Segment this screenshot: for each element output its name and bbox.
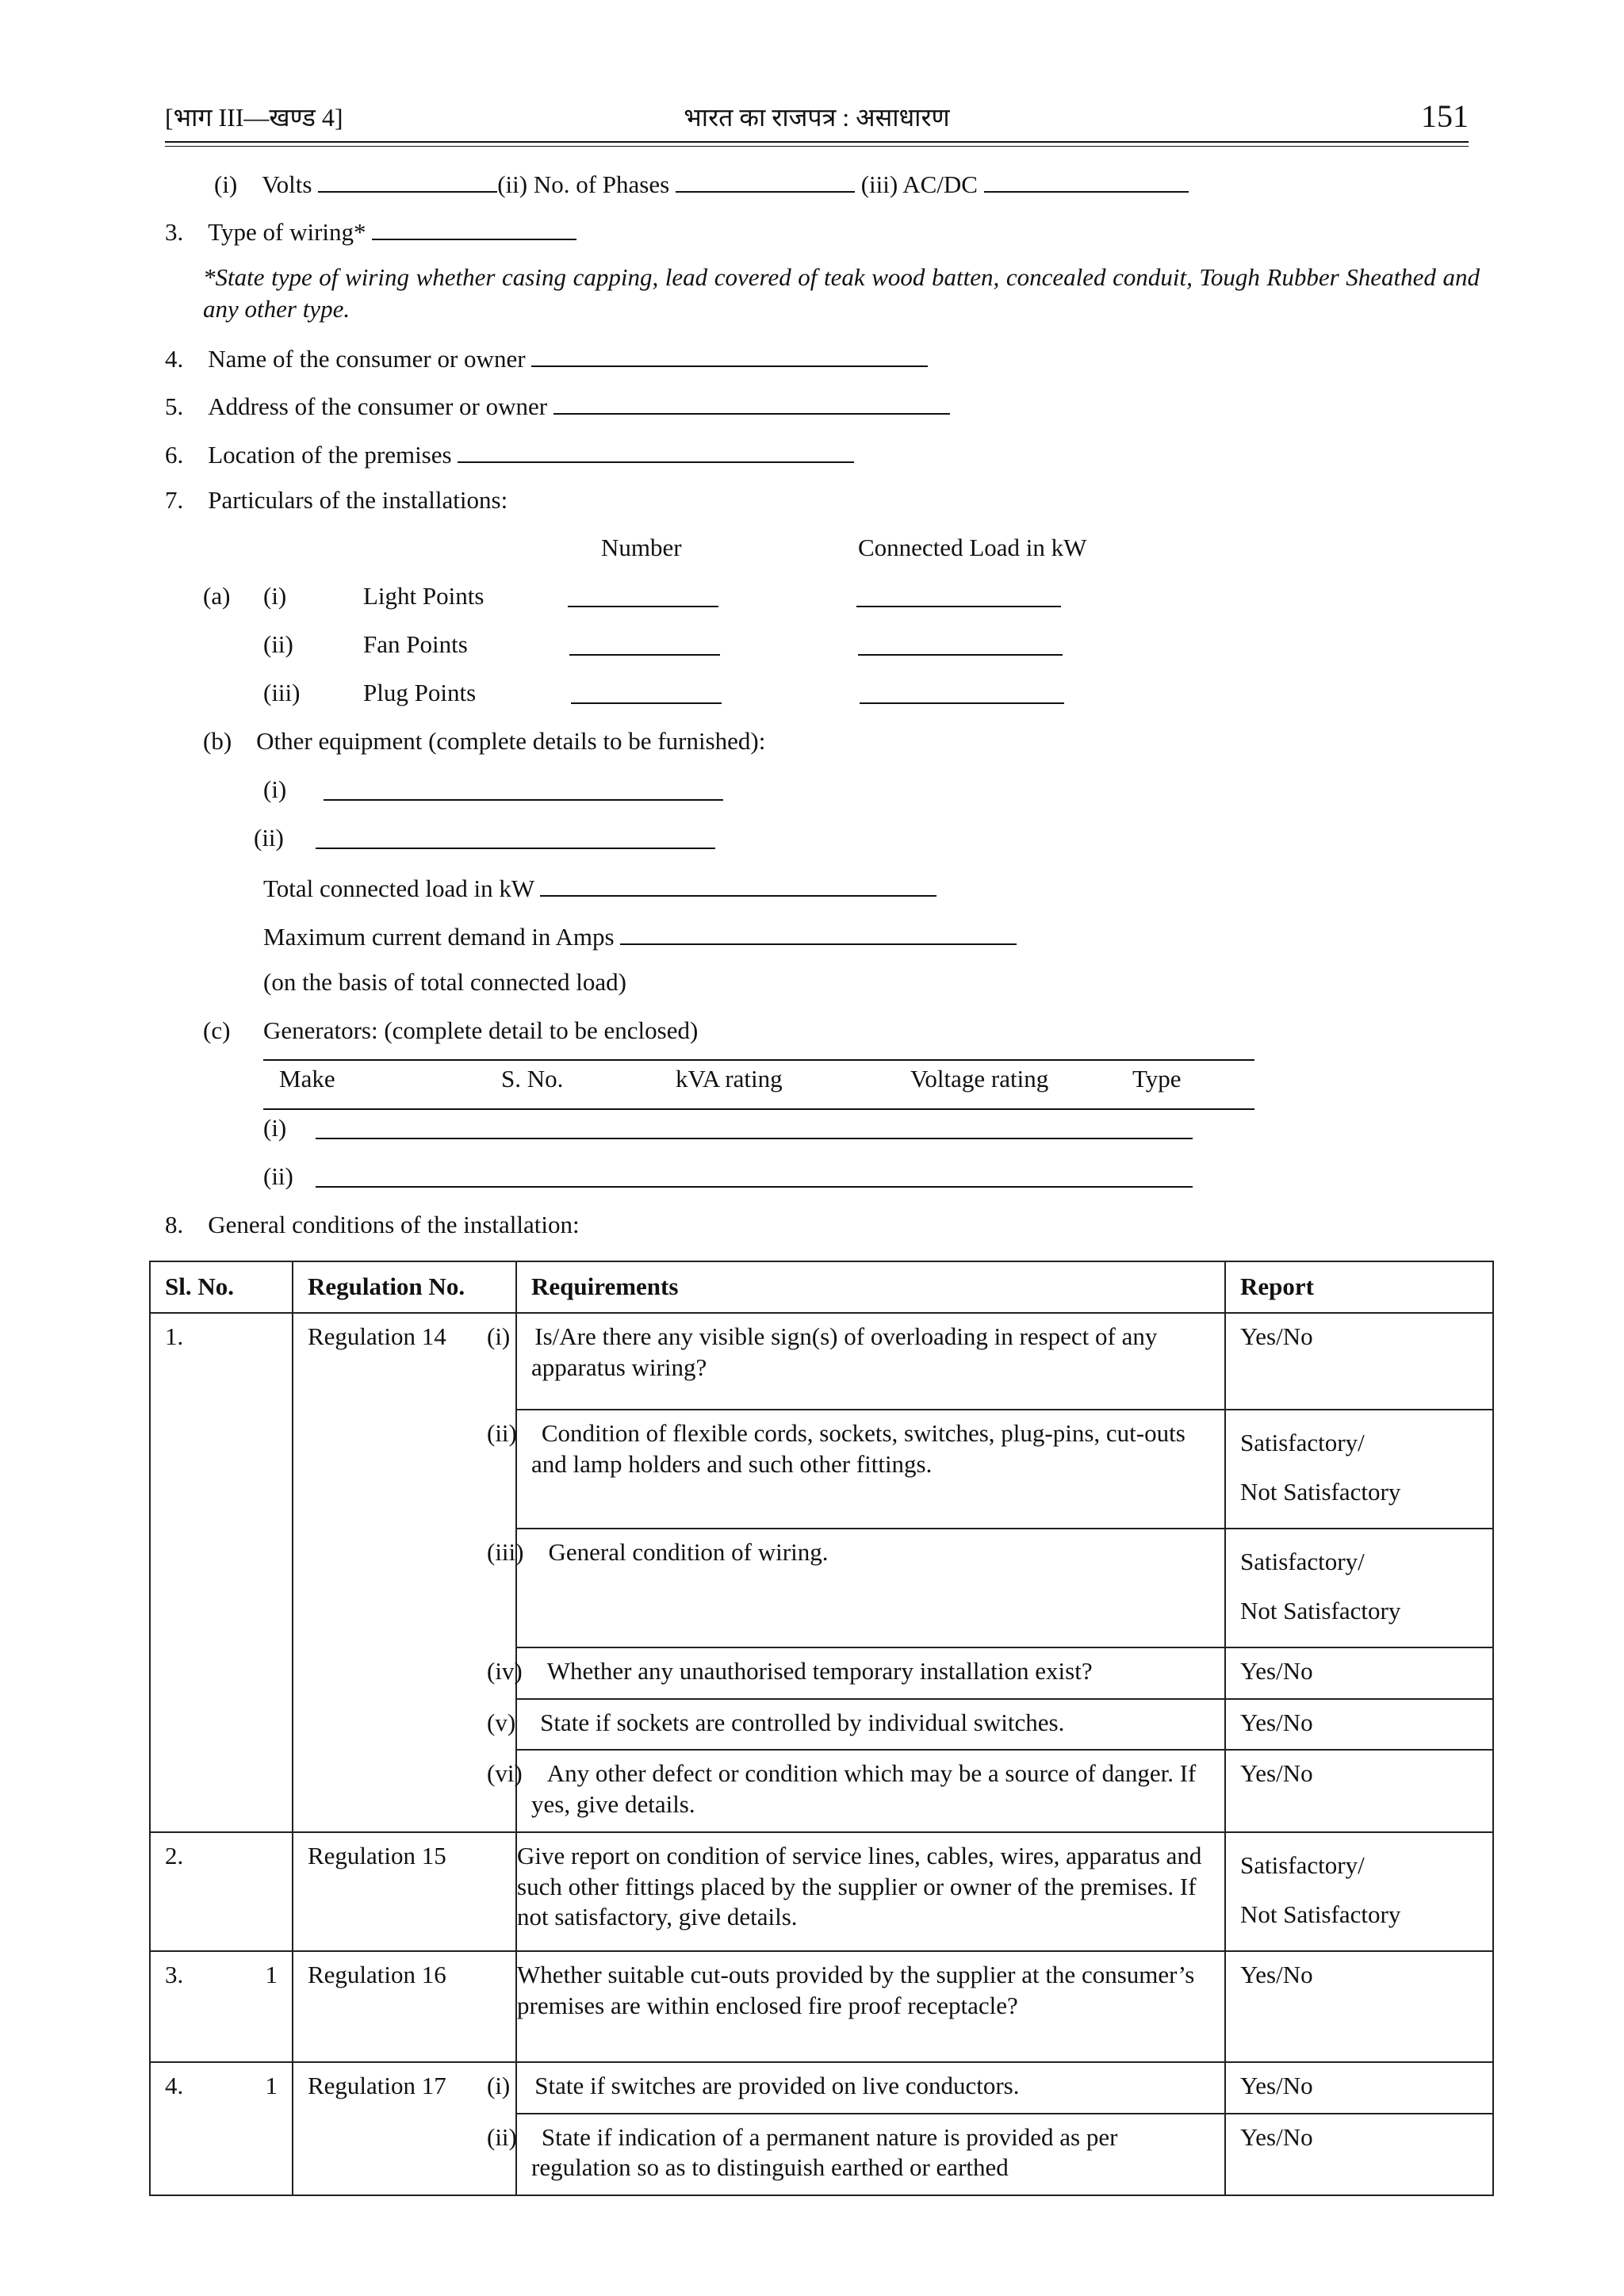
item-consumer-address [165,388,950,423]
cell-sl-no [150,1951,293,2062]
table-header-row [150,1261,1493,1313]
sl-no-text: 1. [165,1322,184,1350]
cell-requirement: Give report on condition of service lines, cables, wires, apparatus and such other fittings placed by the supplier or owner of the premises. If not satisfactory, give details. [516,1832,1225,1951]
wiring-note: *State type of wiring whether casing capping, lead covered of teak wood batten, concealed conduit, Tough Rubber Sheathed and any other type. [203,263,1480,323]
table-row [150,2062,1493,2114]
col-number: Number [601,534,682,561]
volts-blank [318,166,497,193]
gen-col-voltage: Voltage rating [910,1065,1049,1093]
item-type-of-wiring [165,214,576,248]
total-load-blank [540,871,936,897]
cell-report [1225,1529,1493,1647]
cell-report: Yes/No [1225,1750,1493,1832]
sl-no-text: 4. [165,2071,184,2099]
cell-requirement: (ii) Condition of flexible cords, sockets, switches, plug-pins, cut-outs and lamp holders and such other fittings. [516,1410,1225,1529]
gen-row-roman-2: (ii) [263,1162,293,1190]
sl-sub-number: 1 [265,2071,278,2099]
report-text: Satisfactory/ Not Satisfactory [1240,1428,1401,1506]
cell-sl-no [150,1313,293,1832]
gen-col-type: Type [1132,1065,1182,1093]
table-row [150,1313,1493,1410]
max-current-label: Maximum current demand in Amps [263,923,615,951]
cell-report: Yes/No [1225,1699,1493,1751]
consumer-address-blank [553,388,950,415]
point-roman-3: (iii) [263,679,301,706]
cell-sl-no [150,1832,293,1951]
report-text: Satisfactory/ Not Satisfactory [1240,1547,1401,1624]
equipment-roman-1: (i) [263,775,287,803]
light-points-label: Light Points [363,582,485,610]
part-c-label: (c) [203,1016,231,1044]
equipment-1-blank [324,775,723,801]
gen-row-1-blank [316,1113,1193,1139]
cell-requirement: (iv) Whether any unauthorised temporary installation exist? [516,1647,1225,1699]
type-of-wiring-blank [372,214,576,240]
light-points-load-blank [856,581,1061,607]
cell-requirement: (iii) General condition of wiring. [516,1529,1225,1647]
cell-regulation: Regulation 14 [293,1313,516,1832]
cell-regulation: Regulation 16 [293,1951,516,2062]
generator-table-top-rule [263,1059,1254,1061]
phases-label: (ii) No. of Phases [497,170,670,198]
acdc-blank [984,166,1189,193]
th-regulation-no: Regulation No. [293,1261,516,1313]
max-current-line [263,919,1017,953]
fan-points-number-blank [569,629,720,656]
total-load-line [263,871,936,905]
cell-requirement: Whether suitable cut-outs provided by the supplier at the consumer’s premises are within enclosed fire proof receptacle? [516,1951,1225,2062]
fan-points-load-blank [858,629,1063,656]
generator-header-rule [263,1108,1254,1110]
max-current-blank [620,919,1017,945]
sl-sub-number: 1 [265,1960,278,1988]
plug-points-load-blank [860,678,1064,704]
basis-note: (on the basis of total connected load) [263,968,626,996]
th-requirements: Requirements [516,1261,1225,1313]
running-header [165,97,1469,138]
cell-regulation: Regulation 15 [293,1832,516,1951]
item-general-conditions: 8. General conditions of the installation: [165,1211,580,1238]
volts-label: (i) Volts [214,170,312,198]
point-roman-2: (ii) [263,630,293,658]
cell-requirement: (i) State if switches are provided on live conductors. [516,2062,1225,2114]
sl-no-text: 2. [165,1841,184,1869]
general-conditions-table [149,1261,1494,2196]
gen-row-roman-1: (i) [263,1114,287,1142]
point-roman-1: (i) [263,582,287,610]
gen-col-serial: S. No. [501,1065,564,1093]
consumer-name-label: 4. Name of the consumer or owner [165,345,526,373]
consumer-address-label: 5. Address of the consumer or owner [165,392,548,420]
equipment-2-blank [316,823,715,849]
cell-report: Yes/No [1225,1951,1493,2062]
cell-report [1225,1410,1493,1529]
phases-blank [676,166,855,193]
page-number: 151 [1421,98,1469,134]
cell-requirement: (ii) State if indication of a permanent nature is provided as per regulation so as to distinguish earthed or earthed [516,2114,1225,2196]
report-text: Satisfactory/ Not Satisfactory [1240,1850,1401,1928]
cell-report: Yes/No [1225,2114,1493,2196]
cell-requirement: (v) State if sockets are controlled by individual switches. [516,1699,1225,1751]
header-rule-thin [165,146,1469,147]
th-report: Report [1225,1261,1493,1313]
item-consumer-name [165,341,928,375]
cell-report: Yes/No [1225,1647,1493,1699]
item-particulars: 7. Particulars of the installations: [165,486,508,514]
gen-col-kva: kVA rating [676,1065,783,1093]
total-load-label: Total connected load in kW [263,874,534,902]
acdc-label: (iii) AC/DC [860,170,978,198]
cell-requirement: (i) Is/Are there any visible sign(s) of overloading in respect of any apparatus wiring? [516,1313,1225,1410]
part-a-label: (a) [203,582,231,610]
premises-location-blank [458,437,854,463]
light-points-number-blank [568,581,718,607]
premises-location-label: 6. Location of the premises [165,441,452,469]
type-of-wiring-label: 3. Type of wiring* [165,218,366,246]
cell-report [1225,1832,1493,1951]
gen-col-make: Make [279,1065,335,1093]
header-gazette-title: भारत का राजपत्र : असाधारण [684,103,950,132]
plug-points-label: Plug Points [363,679,477,706]
generators-label: Generators: (complete detail to be enclosed) [263,1016,699,1044]
header-part-section: [भाग III—खण्ड 4] [165,103,343,132]
header-rule [165,141,1469,143]
item-premises-location [165,437,854,471]
col-connected-load: Connected Load in kW [858,534,1087,561]
cell-sl-no [150,2062,293,2195]
part-b-label: (b) Other equipment (complete details to be furnished): [203,727,766,755]
table-row [150,1951,1493,2062]
fan-points-label: Fan Points [363,630,468,658]
consumer-name-blank [531,341,928,367]
equipment-roman-2: (ii) [254,824,284,851]
cell-regulation: Regulation 17 [293,2062,516,2195]
plug-points-number-blank [571,678,722,704]
cell-requirement: (vi) Any other defect or condition which may be a source of danger. If yes, give details. [516,1750,1225,1832]
cell-report: Yes/No [1225,2062,1493,2114]
sl-no-text: 3. [165,1960,184,1988]
th-sl-no: Sl. No. [150,1261,293,1313]
supply-line [214,166,1189,201]
table-row [150,1832,1493,1951]
gen-row-2-blank [316,1161,1193,1188]
cell-report: Yes/No [1225,1313,1493,1410]
